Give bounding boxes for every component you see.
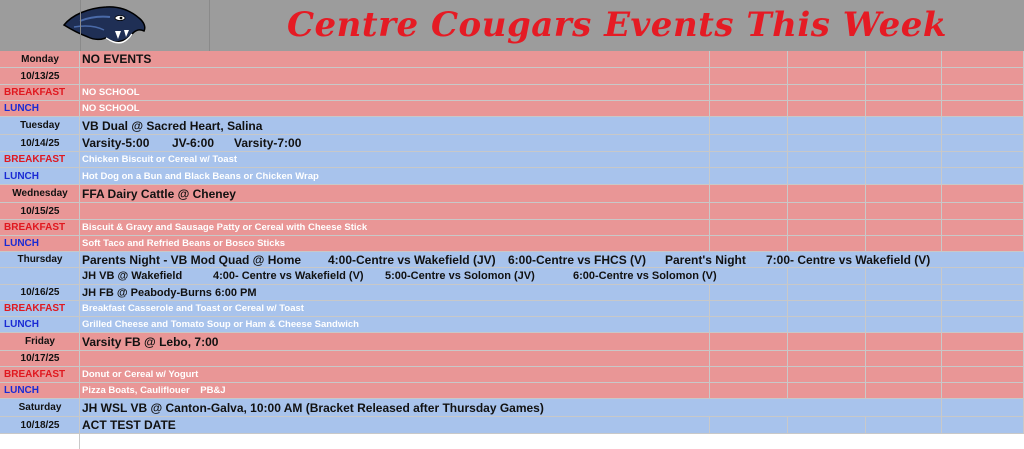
breakfast-label: BREAKFAST — [4, 154, 66, 165]
cougar-head-icon — [60, 3, 150, 48]
thursday-breakfast-row — [0, 301, 1024, 317]
wednesday-date-row — [0, 203, 1024, 220]
breakfast-label: BREAKFAST — [4, 222, 66, 233]
monday-event-1: NO EVENTS — [82, 52, 152, 66]
date-label-monday: 10/13/25 — [20, 70, 60, 82]
lunch-label: LUNCH — [4, 385, 39, 396]
tuesday-breakfast-row — [0, 152, 1024, 168]
wednesday-breakfast-row — [0, 220, 1024, 236]
monday-events-row — [0, 51, 1024, 68]
page-title: Centre Cougars Events This Week — [286, 5, 947, 45]
day-label-monday: Monday — [21, 53, 59, 65]
wednesday-lunch-row — [0, 236, 1024, 252]
day-label-tuesday: Tuesday — [20, 120, 60, 131]
tuesday-lunch: Hot Dog on a Bun and Black Beans or Chicken Wrap — [82, 170, 319, 182]
monday-breakfast: NO SCHOOL — [82, 87, 140, 98]
lunch-label: LUNCH — [4, 319, 39, 330]
date-label-friday: 10/17/25 — [20, 353, 60, 364]
friday-events-row — [0, 333, 1024, 351]
tuesday-events-row — [0, 117, 1024, 135]
tuesday-lunch-row — [0, 168, 1024, 185]
monday-date-row — [0, 68, 1024, 85]
thursday-date-row — [0, 285, 1024, 301]
thursday-events-row — [0, 252, 1024, 268]
friday-lunch: Pizza Boats, Cauliflouer PB&J — [82, 385, 226, 396]
lunch-label: LUNCH — [4, 238, 39, 249]
thursday-events-row-2 — [0, 268, 1024, 285]
thursday-event-8: 5:00-Centre vs Solomon (JV) — [385, 270, 535, 282]
thursday-lunch: Grilled Cheese and Tomato Soup or Ham & Cheese Sandwich — [82, 319, 359, 330]
breakfast-label: BREAKFAST — [4, 87, 66, 98]
lunch-label: LUNCH — [4, 103, 39, 114]
date-label-thursday: 10/16/25 — [20, 287, 60, 298]
friday-breakfast-row — [0, 367, 1024, 383]
breakfast-label: BREAKFAST — [4, 303, 66, 314]
thursday-event-4: Parent's Night — [665, 252, 746, 267]
tuesday-breakfast: Chicken Biscuit or Cereal w/ Toast — [82, 154, 238, 165]
tuesday-event-3: JV-6:00 — [172, 136, 215, 150]
lunch-label: LUNCH — [4, 170, 39, 182]
friday-breakfast: Donut or Cereal w/ Yogurt — [82, 369, 199, 380]
empty-row — [0, 434, 1024, 449]
tuesday-event-2: Varsity-5:00 — [82, 136, 150, 150]
friday-event-1: Varsity FB @ Lebo, 7:00 — [82, 334, 219, 349]
monday-lunch-row — [0, 101, 1024, 117]
thursday-event-3: 6:00-Centre vs FHCS (V) — [508, 252, 647, 267]
wednesday-event-1: FFA Dairy Cattle @ Cheney — [82, 186, 236, 201]
saturday-event-2: ACT TEST DATE — [82, 418, 176, 432]
monday-breakfast-row — [0, 85, 1024, 101]
thursday-event-2: 4:00-Centre vs Wakefield (JV) — [328, 252, 496, 267]
friday-lunch-row — [0, 383, 1024, 399]
thursday-event-1: Parents Night - VB Mod Quad @ Home — [82, 252, 302, 267]
thursday-event-7: 4:00- Centre vs Wakefield (V) — [213, 270, 364, 282]
breakfast-label: BREAKFAST — [4, 369, 66, 380]
thursday-event-6: JH VB @ Wakefield — [82, 270, 183, 282]
wednesday-events-row — [0, 185, 1024, 203]
date-label-tuesday: 10/14/25 — [20, 137, 60, 149]
thursday-breakfast: Breakfast Casserole and Toast or Cereal w/ Toast — [82, 303, 304, 314]
thursday-lunch-row — [0, 317, 1024, 333]
date-label-saturday: 10/18/25 — [20, 419, 60, 431]
wednesday-lunch: Soft Taco and Refried Beans or Bosco Sticks — [82, 238, 286, 249]
tuesday-date-row — [0, 135, 1024, 152]
tuesday-event-4: Varsity-7:00 — [234, 136, 302, 150]
day-label-thursday: Thursday — [17, 254, 63, 265]
day-label-saturday: Saturday — [18, 402, 62, 413]
tuesday-event-1: VB Dual @ Sacred Heart, Salina — [82, 118, 263, 133]
monday-lunch: NO SCHOOL — [82, 103, 140, 114]
date-label-wednesday: 10/15/25 — [20, 205, 60, 217]
day-label-wednesday: Wednesday — [12, 188, 68, 199]
thursday-event-9: 6:00-Centre vs Solomon (V) — [573, 270, 717, 282]
friday-date-row — [0, 351, 1024, 367]
thursday-event-5: 7:00- Centre vs Wakefield (V) — [766, 252, 931, 267]
saturday-events-row — [0, 399, 1024, 417]
wednesday-breakfast: Biscuit & Gravy and Sausage Patty or Cereal with Cheese Stick — [82, 222, 368, 233]
header-bar — [0, 0, 1024, 51]
day-label-friday: Friday — [24, 336, 55, 347]
saturday-date-row — [0, 417, 1024, 434]
thursday-event-10: JH FB @ Peabody-Burns 6:00 PM — [82, 286, 257, 299]
saturday-event-1: JH WSL VB @ Canton-Galva, 10:00 AM (Bracket Released after Thursday Games) — [82, 400, 544, 415]
